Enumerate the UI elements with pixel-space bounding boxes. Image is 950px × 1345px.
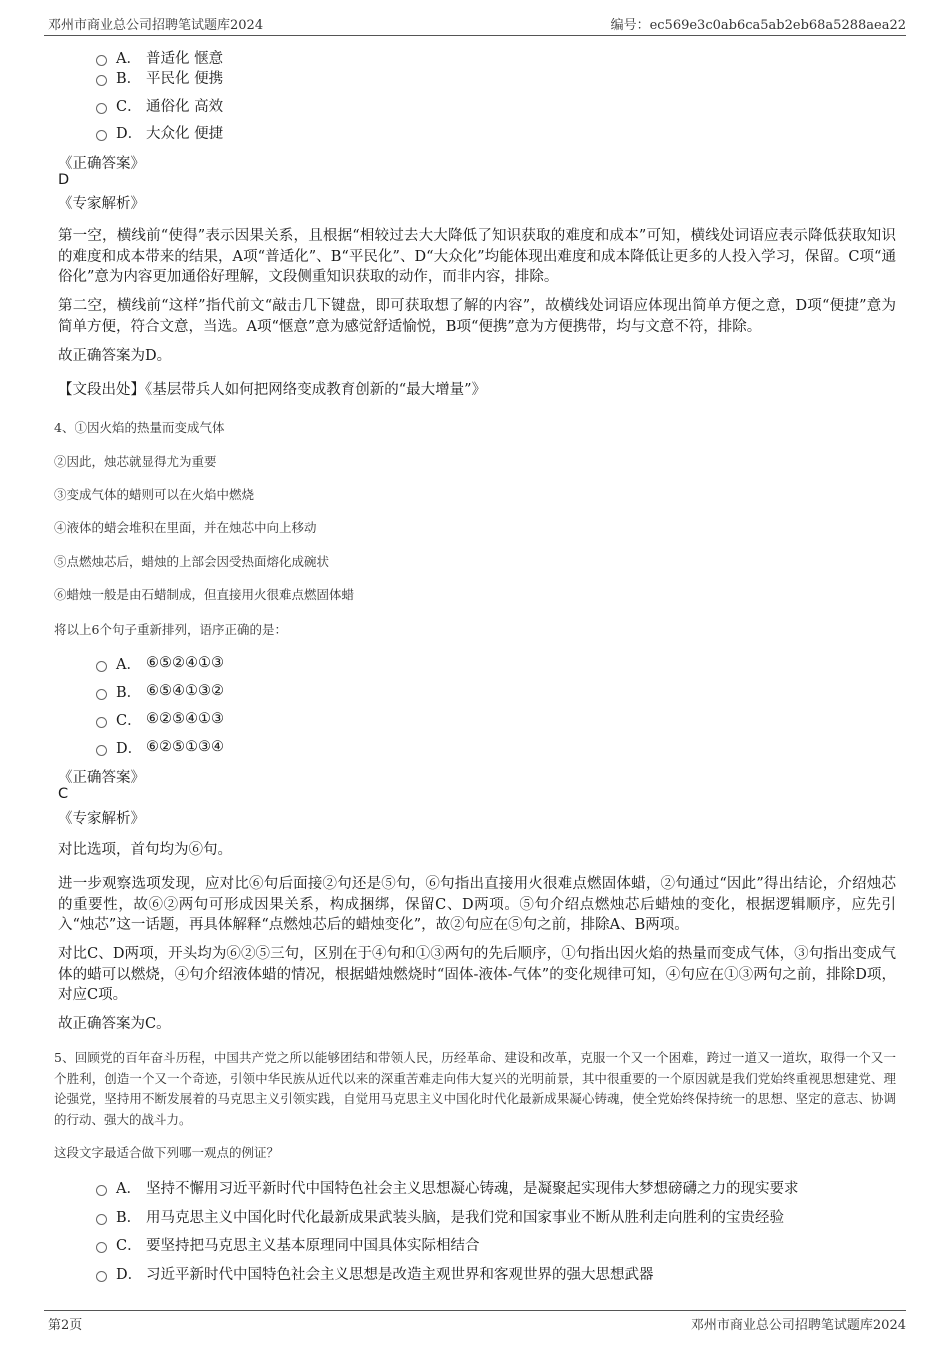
q4-sentence-1: 4、①因火焰的热量而变成气体 [54, 420, 225, 435]
q3-option-c[interactable]: C． 通俗化 高效 [96, 94, 223, 116]
q4-sentence-3: ③变成气体的蜡则可以在火焰中燃烧 [54, 487, 255, 502]
q4-analysis-p2: 进一步观察选项发现，应对比⑥句后面接②句还是⑤句，⑥句指出直接用火很难点燃固体蜡，②句通过“因此”得出结论，介绍烛芯的重要性，故⑥②两句可形成因果关系，构成捆绑，保留C、D两项。⑤句介绍点燃烛芯后蜡烛的变化，根据逻辑顺序，应先引入“烛芯”这一话题，再具体解释“点燃烛芯后的蜡烛变化”，故②句应在⑤句之前，排除A、B两项。 [58, 876, 896, 933]
radio-icon[interactable] [96, 130, 107, 141]
page-number: 第2页 [48, 1318, 83, 1333]
q3-option-b[interactable]: B． 平民化 便携 [96, 66, 223, 88]
q3-analysis-p3: 故正确答案为D。 [58, 348, 172, 364]
q5-option-b[interactable]: B． 用马克思主义中国化时代化最新成果武装头脑，是我们党和国家事业不断从胜利走向胜利的宝贵经验 [96, 1205, 784, 1227]
q3-option-d[interactable]: D． 大众化 便捷 [96, 121, 223, 143]
q4-sentence-2: ②因此，烛芯就显得尤为重要 [54, 454, 217, 469]
radio-icon[interactable] [96, 55, 107, 66]
q4-sentence-6: ⑥蜡烛一般是由石蜡制成，但直接用火很难点燃固体蜡 [54, 587, 355, 602]
q3-answer-label: 《正确答案》 [58, 156, 145, 172]
footer-divider [44, 1310, 906, 1311]
q5-stem: 5、回顾党的百年奋斗历程，中国共产党之所以能够团结和带领人民，历经革命、建设和改革，克服一个又一个困难，跨过一道又一道坎，取得一个又一个胜利，创造一个又一个奇迹，引领中华民族从近代以来的深重苦难走向伟大复兴的光明前景，其中很重要的一个原因就是我们党始终重视思想建党、理论强党，坚持用不断发展着的马克思主义引领实践，自觉用马克思主义中国化时代化最新成果凝心铸魂，使全党始终保持统一的思想、坚定的意志、协调的行动、强大的战斗力。 [54, 1050, 896, 1127]
radio-icon[interactable] [96, 717, 107, 728]
q4-option-d[interactable]: D． ⑥②⑤①③④ [96, 736, 224, 758]
header-title: 邓州市商业总公司招聘笔试题库2024 [48, 18, 264, 33]
q4-analysis-p3: 对比C、D两项，开头均为⑥②⑤三句，区别在于④句和①③两句的先后顺序，①句指出因火焰的热量而变成气体，③句指出变成气体的蜡可以燃烧，④句介绍液体蜡的情况，根据蜡烛燃烧时“固体-液体-气体”的变化规律可知，④句应在①③两句之前，排除D项，对应C项。 [58, 946, 896, 1003]
radio-icon[interactable] [96, 745, 107, 756]
radio-icon[interactable] [96, 1185, 107, 1196]
q3-analysis-p2: 第二空，横线前“这样”指代前文“敲击几下键盘，即可获取想了解的内容”，故横线处词语应体现出简单方便之意，D项“便捷”意为简单方便，符合文意，当选。A项“惬意”意为感觉舒适愉悦，B项“便携”意为方便携带，均与文意不符，排除。 [58, 298, 896, 335]
q5-option-a[interactable]: A． 坚持不懈用习近平新时代中国特色社会主义思想凝心铸魂，是凝聚起实现伟大梦想磅礴之力的现实要求 [96, 1176, 799, 1198]
q5-question: 这段文字最适合做下列哪一观点的例证？ [54, 1145, 280, 1160]
q4-analysis-label: 《专家解析》 [58, 811, 145, 827]
q3-analysis-label: 《专家解析》 [58, 196, 145, 212]
radio-icon[interactable] [96, 75, 107, 86]
q4-question: 将以上6个句子重新排列，语序正确的是： [54, 622, 287, 637]
q4-analysis-p1: 对比选项，首句均为⑥句。 [58, 842, 232, 858]
q3-analysis-p1: 第一空，横线前“使得”表示因果关系，且根据“相较过去大大降低了知识获取的难度和成本”可知，横线处词语应表示降低获取知识的难度和成本带来的结果，A项“普适化”、B“平民化”、D“大众化”均能体现出难度和成本降低让更多的人投入学习，保留。C项“通俗化”意为内容更加通俗好理解，文段侧重知识获取的动作，而非内容，排除。 [58, 228, 896, 285]
header-code: 编号：ec569e3c0ab6ca5ab2eb68a5288aea22 [610, 18, 906, 33]
q3-option-a[interactable]: A． 普适化 惬意 [96, 46, 223, 68]
header-divider [44, 35, 906, 36]
q5-option-c[interactable]: C． 要坚持把马克思主义基本原理同中国具体实际相结合 [96, 1233, 480, 1255]
radio-icon[interactable] [96, 1242, 107, 1253]
q4-option-c[interactable]: C． ⑥②⑤④①③ [96, 708, 224, 730]
footer-title: 邓州市商业总公司招聘笔试题库2024 [690, 1318, 906, 1333]
radio-icon[interactable] [96, 661, 107, 672]
radio-icon[interactable] [96, 1214, 107, 1225]
radio-icon[interactable] [96, 689, 107, 700]
q4-answer-label: 《正确答案》 [58, 770, 145, 786]
q4-analysis-p4: 故正确答案为C。 [58, 1016, 171, 1032]
q4-option-b[interactable]: B． ⑥⑤④①③② [96, 680, 224, 702]
radio-icon[interactable] [96, 1271, 107, 1282]
page-header [44, 14, 906, 34]
radio-icon[interactable] [96, 103, 107, 114]
q3-answer: D [58, 172, 70, 188]
q5-option-d[interactable]: D． 习近平新时代中国特色社会主义思想是改造主观世界和客观世界的强大思想武器 [96, 1262, 654, 1284]
q4-option-a[interactable]: A． ⑥⑤②④①③ [96, 652, 224, 674]
q3-source: 【文段出处】《基层带兵人如何把网络变成教育创新的“最大增量”》 [58, 382, 487, 398]
q4-sentence-5: ⑤点燃烛芯后，蜡烛的上部会因受热面熔化成碗状 [54, 554, 330, 569]
q4-sentence-4: ④液体的蜡会堆积在里面，并在烛芯中向上移动 [54, 520, 317, 535]
q4-answer: C [58, 786, 69, 802]
